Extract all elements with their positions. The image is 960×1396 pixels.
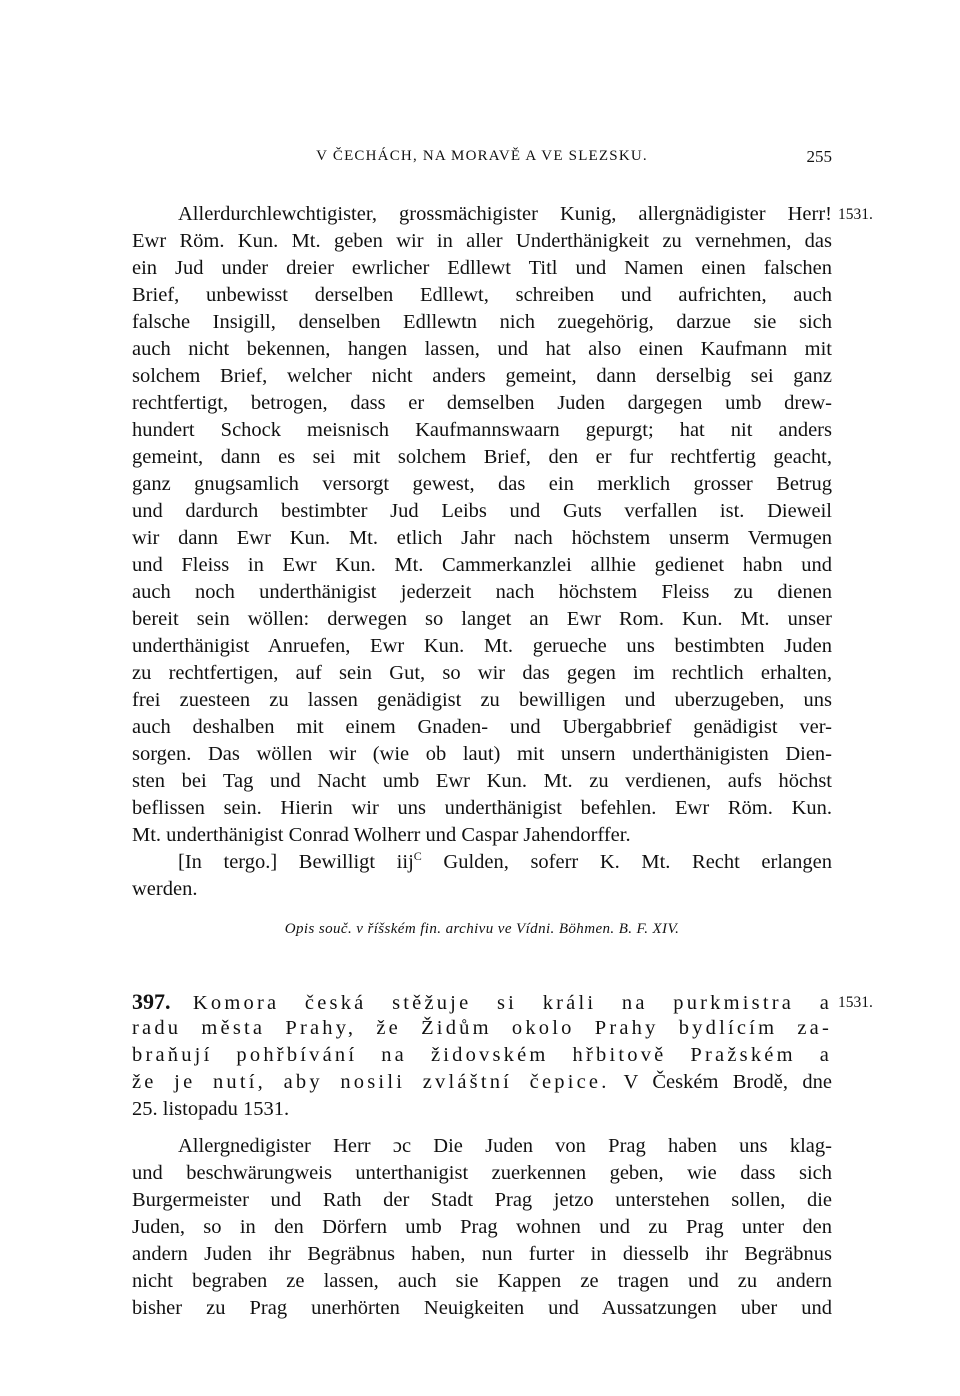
text-line: ein Jud under dreier ewrlicher Edllewt Titl und Namen einen falschen <box>132 257 832 279</box>
text-line: werden. <box>132 878 198 900</box>
text-line: und beschwärungweis unterthanigist zuerkennen geben, wie dass sich <box>132 1162 832 1184</box>
text-line: bereit sein wöllen: derwegen so langet an Ewr Rom. Kun. Mt. unser <box>132 608 832 630</box>
letter-text <box>132 1133 832 1322</box>
text-line: Juden, so in den Dörfern umb Prag wohnen und zu Prag unter den <box>132 1216 832 1238</box>
text-line: andern Juden ihr Begräbnus haben, nun furter in diesselb ihr Begräbnus <box>132 1243 832 1265</box>
text-line: Mt. underthänigist Conrad Wolherr und Caspar Jahendorffer. <box>132 824 631 846</box>
text-line: hundert Schock meisnisch Kaufmannswaarn gepurgt; hat nit anders <box>132 419 832 441</box>
text-line: zu rechtfertigen, auf sein Gut, so wir das gegen im rechtlich erhalten, <box>132 662 832 684</box>
text-line: nicht begraben ze lassen, auch sie Kappen ze tragen und zu andern <box>132 1270 832 1292</box>
letter-text <box>132 201 832 903</box>
text-line: Allergnedigister Herr ɔc Die Juden von Prag haben uns klag- <box>178 1135 832 1157</box>
text-line: bisher zu Prag unerhörten Neuigkeiten und Aussatzungen uber und <box>132 1297 832 1319</box>
text-line: underthänigist Anruefen, Ewr Kun. Mt. gerueche uns bestimbten Juden <box>132 635 832 657</box>
text-line: Ewr Röm. Kun. Mt. geben wir in aller Underthänigkeit zu vernehmen, das <box>132 230 832 252</box>
text-line: auch nicht bekennen, hangen lassen, und hat also einen Kaufmann mit <box>132 338 832 360</box>
margin-year: 1531. <box>838 206 873 223</box>
text-line: Brief, unbewisst derselben Edllewt, schreiben und aufrichten, auch <box>132 284 832 306</box>
text-line: frei zuesteen zu lassen genädigist zu bewilligen und uberzugeben, uns <box>132 689 832 711</box>
text-line: Allerdurchlewchtigister, grossmächigister Kunig, allergnädigister Herr! <box>178 203 832 225</box>
text-line: und dardurch bestimbter Jud Leibs und Guts verfallen ist. Dieweil <box>132 500 832 522</box>
summary-line: že je nutí, aby nosili zvláštní čepice. V Českém Brodě, dne <box>132 1071 832 1093</box>
entry-summary <box>132 988 832 1123</box>
text-line: auch deshalben mit einem Gnaden- und Ubergabbrief genädigist ver- <box>132 716 832 738</box>
text-line: und Fleiss in Ewr Kun. Mt. Cammerkanzlei allhie gedienet habn und <box>132 554 832 576</box>
entry-number: 397. <box>132 989 171 1014</box>
text-line: auch noch underthänigist jederzeit nach höchstem Fleiss zu dienen <box>132 581 832 603</box>
text-line: falsche Insigill, denselben Edllewtn nich zuegehörig, darzue sie sich <box>132 311 832 333</box>
source-note: Opis souč. v říšském fin. archivu ve Vídni. Böhmen. B. F. XIV. <box>284 921 680 937</box>
running-title: V ČECHÁCH, NA MORAVĚ A VE SLEZSKU. <box>316 148 648 164</box>
text-line: rechtfertigt, betrogen, dass er demselben Juden dargegen umb drew- <box>132 392 832 414</box>
text-line: sorgen. Das wöllen wir (wie ob laut) mit unsern underthänigisten Dien- <box>132 743 832 765</box>
summary-line: braňují pohřbívání na židovském hřbitově Pražském a <box>132 1044 832 1066</box>
text-line: gemeint, dann es sei mit solchem Brief, den er fur rechtfertig geacht, <box>132 446 832 468</box>
text-line: wir dann Ewr Kun. Mt. etlich Jahr nach höchstem unserm Vermugen <box>132 527 832 549</box>
in-tergo-line: [In tergo.] Bewilligt iij$^C$ Gulden, soferr K. Mt. Recht erlangen <box>178 849 832 873</box>
summary-line: 397. Komora česká stěžuje si králi na purkmistra a <box>132 989 832 1014</box>
margin-year: 1531. <box>838 994 873 1011</box>
summary-line: 25. listopadu 1531. <box>132 1098 290 1120</box>
text-line: sten bei Tag und Nacht umb Ewr Kun. Mt. zu verdienen, aufs höchst <box>132 770 832 792</box>
page-number: 255 <box>806 147 832 166</box>
text-line: solchem Brief, welcher nicht anders gemeint, dann derselbig sei ganz <box>132 365 832 387</box>
text-line: beflissen sein. Hierin wir uns underthänigist befehlen. Ewr Röm. Kun. <box>132 797 832 819</box>
summary-line: radu města Prahy, že Židům okolo Prahy bydlícím za- <box>132 1017 832 1039</box>
text-line: ganz gnugsamlich versorgt gewest, das ein merklich grosser Betrug <box>132 473 832 495</box>
text-line: Burgermeister und Rath der Stadt Prag jetzo unterstehen sollen, die <box>132 1189 832 1211</box>
